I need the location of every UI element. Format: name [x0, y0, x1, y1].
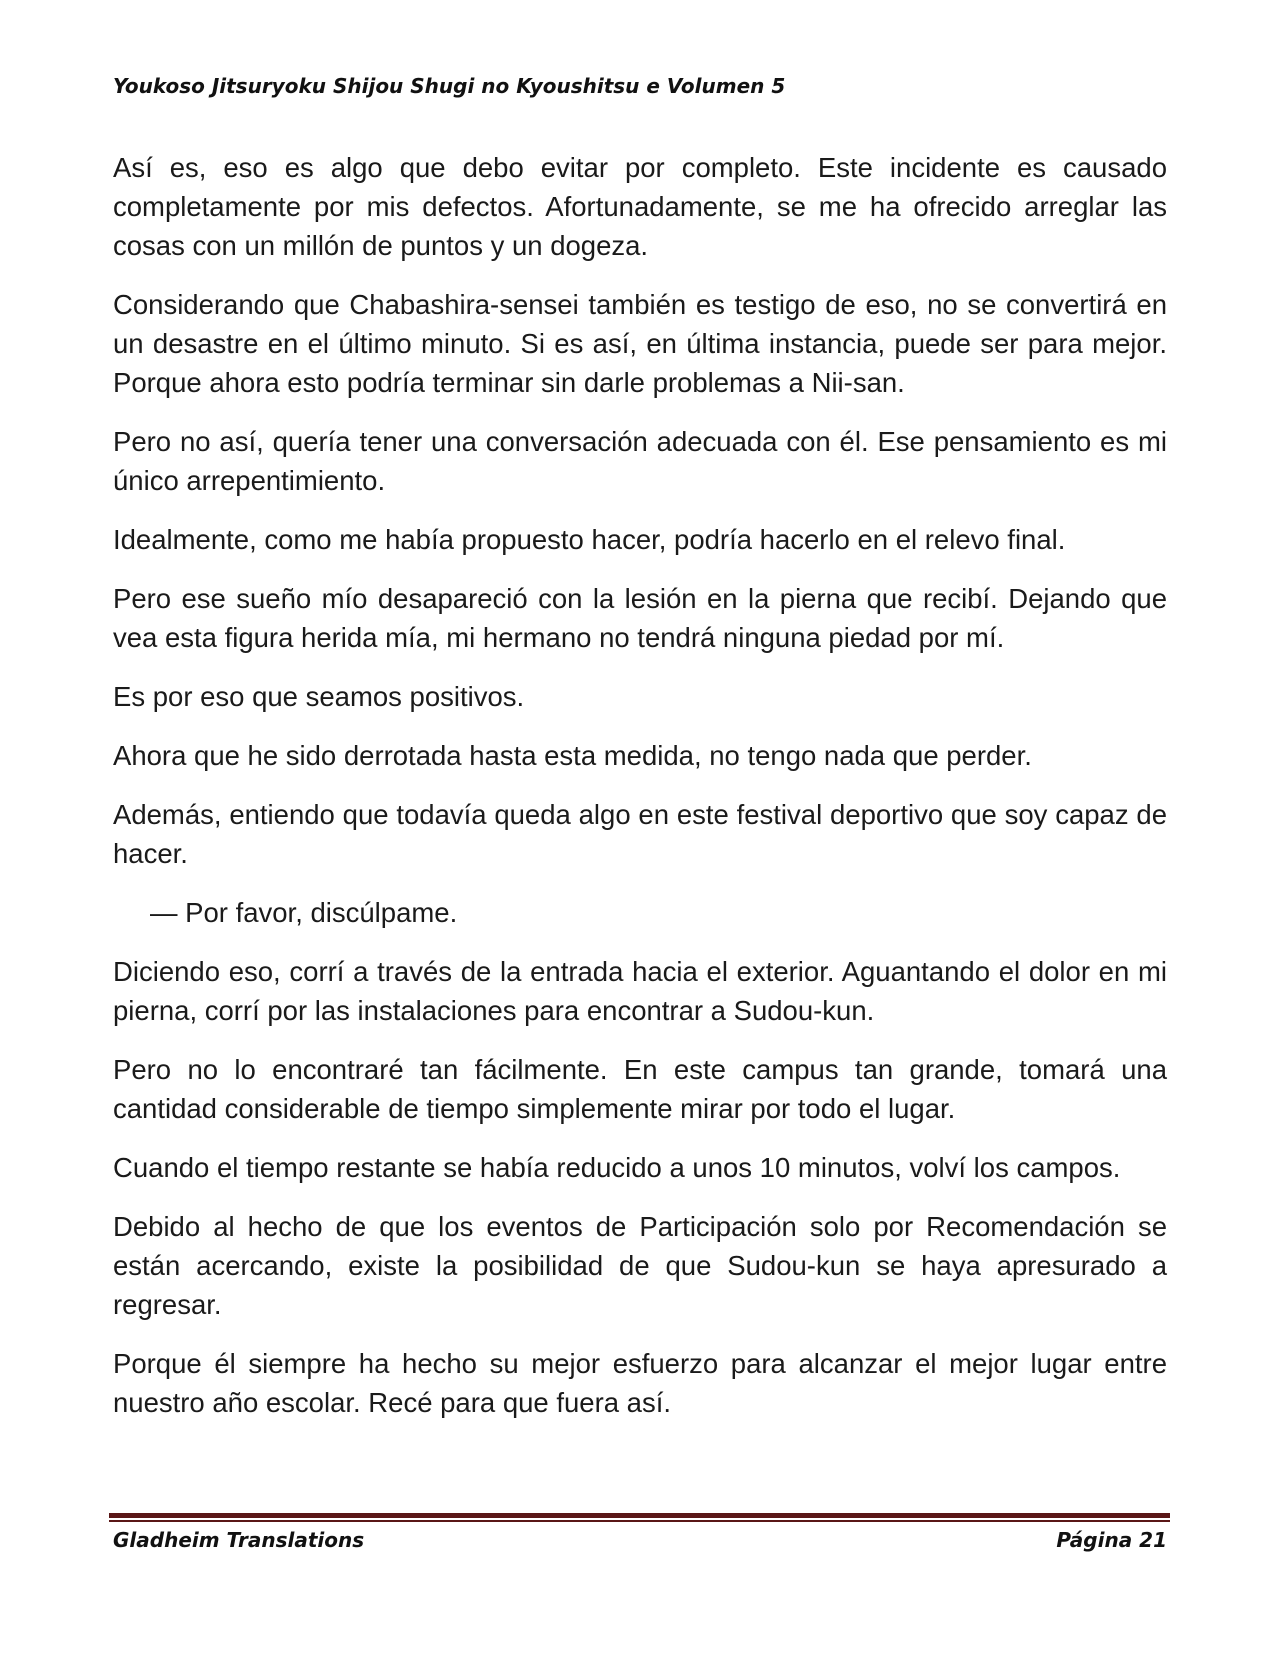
paragraph: Pero no lo encontraré tan fácilmente. En este campus tan grande, tomará una cantidad considerable de tiempo simplemente mirar por todo el lugar. — [113, 1054, 1167, 1124]
paragraph: Además, entiendo que todavía queda algo en este festival deportivo que soy capaz de hacer. — [113, 799, 1167, 869]
paragraph: Ahora que he sido derrotada hasta esta medida, no tengo nada que perder. — [113, 740, 1032, 771]
paragraph: Cuando el tiempo restante se había reducido a unos 10 minutos, volví los campos. — [113, 1152, 1121, 1183]
footer-page-number: Página 21 — [1056, 1528, 1167, 1552]
footer-divider — [109, 1513, 1170, 1522]
paragraph: Es por eso que seamos positivos. — [113, 681, 525, 712]
body-text — [113, 148, 1167, 1442]
paragraph: Considerando que Chabashira-sensei también es testigo de eso, no se convertirá en un desastre en el último minuto. Si es así, en última instancia, puede ser para mejor. Porque ahora esto podría terminar sin darle problemas a Nii-san. — [113, 289, 1167, 398]
paragraph: Idealmente, como me había propuesto hacer, podría hacerlo en el relevo final. — [113, 524, 1066, 555]
footer-divider-thick — [109, 1513, 1170, 1518]
paragraph: Así es, eso es algo que debo evitar por completo. Este incidente es causado completamente por mis defectos. Afortunadamente, se me ha ofrecido arreglar las cosas con un millón de puntos y un dogeza. — [113, 152, 1167, 261]
paragraph: Pero no así, quería tener una conversación adecuada con él. Ese pensamiento es mi único arrepentimiento. — [113, 426, 1167, 496]
paragraph: Porque él siempre ha hecho su mejor esfuerzo para alcanzar el mejor lugar entre nuestro año escolar. Recé para que fuera así. — [113, 1348, 1167, 1418]
footer-divider-thin — [109, 1520, 1170, 1522]
paragraph: Diciendo eso, corrí a través de la entrada hacia el exterior. Aguantando el dolor en mi pierna, corrí por las instalaciones para encontrar a Sudou-kun. — [113, 956, 1167, 1026]
running-header: Youkoso Jitsuryoku Shijou Shugi no Kyoushitsu e Volumen 5 — [113, 74, 786, 98]
paragraph: Pero ese sueño mío desapareció con la lesión en la pierna que recibí. Dejando que vea esta figura herida mía, mi hermano no tendrá ninguna piedad por mí. — [113, 583, 1167, 653]
footer-publisher: Gladheim Translations — [113, 1528, 365, 1552]
paragraph: Debido al hecho de que los eventos de Participación solo por Recomendación se están acercando, existe la posibilidad de que Sudou-kun se haya apresurado a regresar. — [113, 1211, 1167, 1320]
dialogue-line: — Por favor, discúlpame. — [150, 897, 458, 928]
